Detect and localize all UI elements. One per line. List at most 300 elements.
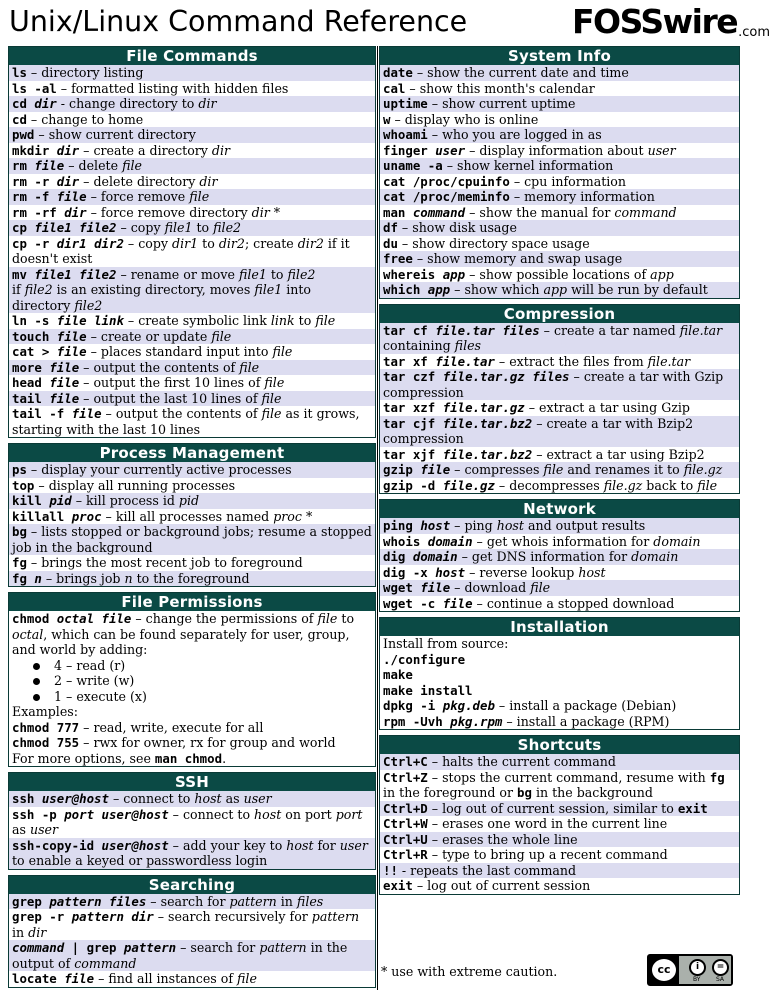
command-text: chmod <box>12 611 57 626</box>
command-row <box>9 360 375 376</box>
command-row <box>380 549 739 565</box>
emphasis-text: file.gz <box>603 477 643 493</box>
description-text: – compresses <box>450 462 544 477</box>
section-heading: File Permissions <box>9 593 375 611</box>
command-text: du <box>383 235 398 251</box>
description-text: and renames it to <box>563 462 684 477</box>
emphasis-text: dir1 <box>172 235 199 251</box>
fosswire-logo[interactable] <box>572 0 770 44</box>
emphasis-text: n <box>124 570 133 586</box>
description-text: – extract the files from <box>494 353 648 369</box>
command-text: chmod 777 <box>12 719 80 735</box>
description-text: – reverse lookup <box>465 564 579 580</box>
caution-footnote: * use with extreme caution. <box>381 964 558 979</box>
command-text: ping <box>383 518 421 533</box>
argument-text: host <box>435 564 466 580</box>
description-text: – read, write, execute for all <box>79 719 264 735</box>
emphasis-text: user <box>339 837 368 853</box>
command-row <box>9 838 375 869</box>
description-text: – show directory space usage <box>397 235 590 251</box>
command-row <box>9 524 375 555</box>
command-row <box>380 580 739 596</box>
command-row <box>380 158 739 174</box>
argument-text: pkg.rpm <box>450 713 503 729</box>
emphasis-text: user <box>29 822 59 837</box>
emphasis-text: user <box>243 791 272 806</box>
section-heading: System Info <box>380 47 739 65</box>
description-text: – show disk usage <box>397 220 517 235</box>
argument-text: file.tar.gz files <box>442 369 570 384</box>
command-text: touch <box>12 328 57 344</box>
description-text: will be run by default <box>567 282 708 297</box>
description-text: – show current directory <box>34 127 196 142</box>
emphasis-text: domain <box>631 549 679 564</box>
command-row <box>9 375 375 391</box>
command-row <box>9 267 375 314</box>
emphasis-text: pattern <box>259 940 307 955</box>
argument-text: file <box>420 580 451 595</box>
description-text: – rwx for owner, rx for group and world <box>79 735 336 750</box>
command-row <box>9 344 375 360</box>
sa-label: SA <box>716 976 725 983</box>
command-row <box>380 96 739 112</box>
emphasis-text: host <box>496 518 524 533</box>
emphasis-text: file1 <box>254 282 283 297</box>
description-text: – search recursively for <box>153 909 312 924</box>
command-row <box>9 406 375 437</box>
command-row <box>9 704 375 720</box>
description-text: – find all instances of <box>94 971 238 986</box>
bullet-text: 4 – read (r) <box>54 657 126 673</box>
description-text: – extract a tar using Gzip <box>524 400 690 415</box>
emphasis-text: file <box>239 359 260 375</box>
command-text: cat /proc/meminfo <box>383 189 510 204</box>
section-system-info <box>379 46 740 299</box>
description-text: – create symbolic link <box>123 313 271 328</box>
argument-text: file.tar <box>435 353 495 369</box>
command-row <box>380 565 739 581</box>
command-row <box>380 878 739 894</box>
description-text: – change to home <box>26 111 144 127</box>
command-text: Ctrl+D <box>383 800 428 816</box>
emphasis-text: file <box>697 477 718 493</box>
argument-text: file.tar.bz2 <box>442 446 533 462</box>
argument-text: file.tar.gz <box>442 400 525 415</box>
command-row <box>9 329 375 345</box>
description-text: – show memory and swap usage <box>412 251 623 266</box>
description-text: For more options, see <box>12 750 155 766</box>
command-row <box>380 683 739 699</box>
cc-icon: cc <box>652 959 676 981</box>
command-row <box>9 971 375 987</box>
command-text: locate <box>12 971 65 986</box>
argument-text: user <box>435 142 466 158</box>
command-text: make <box>383 667 413 682</box>
argument-text: file link <box>56 313 124 328</box>
command-row <box>9 65 375 81</box>
section-searching <box>8 875 376 988</box>
command-row <box>380 143 739 159</box>
command-row <box>380 801 739 817</box>
description-text: – get DNS information for <box>457 549 632 564</box>
description-text: to the foreground <box>132 570 250 586</box>
emphasis-text: dir2 <box>297 235 324 251</box>
command-row <box>380 220 739 236</box>
command-text: tar xzf <box>383 400 443 415</box>
command-row <box>9 127 375 143</box>
creative-commons-badge[interactable] <box>647 954 733 986</box>
command-text: date <box>383 65 413 80</box>
share-alike-icon: = <box>712 959 729 976</box>
command-row <box>9 894 375 910</box>
description-text: back to <box>642 477 698 493</box>
description-text: – rename or move <box>116 266 239 282</box>
command-text: ssh <box>12 791 42 806</box>
command-text: bg <box>12 524 27 539</box>
description-text: – search for <box>176 940 260 955</box>
description-text: in the output of <box>12 940 348 971</box>
description-text: – ping <box>450 518 497 533</box>
argument-text: command <box>412 204 466 220</box>
emphasis-text: proc <box>273 508 302 524</box>
command-text: | grep <box>64 940 124 955</box>
command-text: finger <box>383 142 436 158</box>
command-text: uptime <box>383 96 428 111</box>
argument-text: file1 file2 <box>34 220 117 235</box>
description-text: in the background <box>531 785 653 800</box>
command-text: make install <box>383 682 473 698</box>
description-text: – log out of current session, similar to <box>427 800 678 816</box>
argument-text: pid <box>49 493 72 508</box>
command-text: ls <box>12 65 27 80</box>
command-text: ./configure <box>383 651 466 667</box>
section-heading: SSH <box>9 773 375 791</box>
emphasis-text: app <box>650 266 674 282</box>
command-row <box>380 369 739 400</box>
description-text: – create a tar with Bzip2 compression <box>383 415 694 446</box>
command-text: rm -f <box>12 189 57 204</box>
description-text: – decompresses <box>494 477 604 493</box>
command-text: dpkg -i <box>383 698 443 713</box>
description-text: in the foreground or <box>383 785 518 800</box>
command-row <box>380 236 739 252</box>
emphasis-text: files <box>296 893 324 909</box>
command-text: bg <box>517 785 532 800</box>
description-text: – halts the current command <box>427 754 616 769</box>
command-row <box>9 478 375 494</box>
command-text: tar cf <box>383 322 436 338</box>
command-text: top <box>12 477 35 493</box>
emphasis-text: octal <box>12 626 44 642</box>
command-row <box>380 698 739 714</box>
command-row <box>9 509 375 525</box>
page-title: Unix/Linux Command Reference <box>9 5 468 38</box>
command-text: mkdir <box>12 142 57 158</box>
emphasis-text: file <box>272 344 293 359</box>
command-text: Ctrl+U <box>383 831 428 847</box>
description-text: – brings job <box>41 570 125 586</box>
argument-text: dir <box>56 173 80 189</box>
command-row <box>380 416 739 447</box>
description-text: – show which <box>450 282 544 297</box>
command-row <box>9 236 375 267</box>
command-text: grep <box>12 893 50 909</box>
command-text: df <box>383 220 398 235</box>
description-text: – change the permissions of <box>131 611 318 626</box>
command-row <box>380 652 739 668</box>
command-text: gzip <box>383 462 421 477</box>
description-text: – log out of current session <box>412 878 591 893</box>
bullet-icon <box>33 678 40 685</box>
emphasis-text: pattern <box>311 909 360 924</box>
command-text: fg <box>12 555 27 570</box>
description-text: – output the first 10 lines of <box>79 375 265 390</box>
command-row <box>9 751 375 767</box>
emphasis-text: dir2 <box>218 235 245 251</box>
section-heading: File Commands <box>9 47 375 65</box>
command-text: tar xjf <box>383 446 443 462</box>
command-row <box>9 720 375 736</box>
command-row <box>9 940 375 971</box>
argument-text: octal file <box>56 611 132 626</box>
description-text: – type to bring up a recent command <box>427 847 668 862</box>
command-row <box>9 112 375 128</box>
argument-text: file <box>49 390 80 406</box>
command-row <box>9 807 375 838</box>
emphasis-text: host <box>578 564 606 580</box>
command-row <box>9 493 375 509</box>
emphasis-text: dir <box>199 173 218 189</box>
description-text: containing <box>383 338 455 353</box>
emphasis-text: user <box>647 142 676 158</box>
description-text: to enable a keyed or passwordless login <box>12 853 268 868</box>
logo-text: FOSSwire <box>572 2 738 41</box>
emphasis-text: file <box>530 580 551 595</box>
command-text: cp <box>12 220 35 235</box>
command-text: exit <box>383 878 413 893</box>
emphasis-text: file <box>543 462 564 477</box>
description-text: – cpu information <box>509 173 626 189</box>
command-text: ssh -p <box>12 806 65 822</box>
command-row <box>380 267 739 283</box>
argument-text: file <box>56 344 87 359</box>
description-text: – extract a tar using Bzip2 <box>532 446 705 462</box>
command-text: chmod 755 <box>12 735 80 750</box>
argument-text: dir <box>64 204 87 220</box>
command-text: tar cjf <box>383 415 443 431</box>
section-heading: Network <box>380 500 739 518</box>
emphasis-text: file2 <box>24 282 53 297</box>
command-text: wget <box>383 580 421 595</box>
argument-text: file.gz <box>442 477 495 493</box>
command-text: which <box>383 282 428 297</box>
command-row <box>9 81 375 97</box>
description-text: – stops the current command, resume with <box>427 769 710 785</box>
emphasis-text: file.tar <box>647 353 691 369</box>
argument-text: file.tar.bz2 <box>442 415 533 431</box>
command-text: ssh-copy-id <box>12 837 102 853</box>
description-text: Examples: <box>12 704 78 719</box>
emphasis-text: files <box>454 338 482 353</box>
command-row <box>380 518 739 534</box>
description-text: – connect to <box>108 791 195 806</box>
command-row <box>9 313 375 329</box>
description-text: – show kernel information <box>442 158 614 173</box>
argument-text: port user@host <box>64 806 169 822</box>
command-row <box>9 791 375 807</box>
command-text: Ctrl+W <box>383 816 428 831</box>
description-text: – display information about <box>465 142 648 158</box>
command-text: Ctrl+Z <box>383 769 428 785</box>
description-text: – force remove directory <box>86 204 252 220</box>
attribution-icon: i <box>689 959 706 976</box>
command-row <box>9 189 375 205</box>
description-text: – lists stopped or background jobs; resume a stopped job in the background <box>12 524 372 555</box>
command-text: Ctrl+R <box>383 847 428 862</box>
command-text: rm <box>12 158 35 173</box>
description-text: – install a package (RPM) <box>502 713 670 729</box>
description-text: . <box>222 750 227 766</box>
column-divider <box>377 46 378 990</box>
description-text: Install from source: <box>383 636 509 651</box>
command-text: tail -f <box>12 406 72 421</box>
description-text: – output the last 10 lines of <box>79 390 262 406</box>
command-row <box>9 174 375 190</box>
command-row <box>380 770 739 801</box>
description-text: – erases one word in the current line <box>427 816 668 831</box>
command-text: !! <box>383 862 398 878</box>
emphasis-text: file.gz <box>683 462 723 477</box>
command-text: tar czf <box>383 369 443 384</box>
argument-text: file.tar files <box>435 322 540 338</box>
command-row <box>380 205 739 221</box>
command-row <box>380 863 739 879</box>
description-text: – memory information <box>509 189 655 204</box>
command-text: fg <box>12 570 35 586</box>
section-process-management <box>8 443 376 587</box>
command-text: cp -r <box>12 235 57 251</box>
emphasis-text: file.tar <box>679 322 723 338</box>
command-text: uname -a <box>383 158 443 173</box>
description-text: – create a directory <box>79 142 212 158</box>
emphasis-text: file <box>189 189 210 204</box>
command-text: cd <box>12 96 35 111</box>
description-text: – display your currently active processes <box>26 462 292 477</box>
command-row <box>380 282 739 298</box>
command-text: cal <box>383 80 406 96</box>
command-text: kill <box>12 493 50 508</box>
emphasis-text: host <box>286 837 314 853</box>
section-file-commands <box>8 46 376 438</box>
section-network <box>379 499 740 612</box>
command-text: gzip -d <box>383 477 443 493</box>
description-text: , which can be found separately for user, group, and world by adding: <box>12 626 350 657</box>
command-row <box>380 112 739 128</box>
command-row <box>380 478 739 494</box>
description-text: ; create <box>244 235 298 251</box>
command-text: free <box>383 251 413 266</box>
command-text: dig -x <box>383 564 436 580</box>
command-text: w <box>383 111 391 127</box>
left-column <box>8 46 376 993</box>
command-row <box>9 158 375 174</box>
emphasis-text: dir <box>251 204 270 220</box>
command-text: mv <box>12 266 35 282</box>
emphasis-text: port <box>335 806 363 822</box>
argument-text: pattern files <box>49 893 147 909</box>
command-row <box>9 555 375 571</box>
emphasis-text: file <box>315 313 336 328</box>
command-text: man chmod <box>154 750 223 766</box>
emphasis-text: link <box>270 313 295 328</box>
description-text: – download <box>450 580 531 595</box>
command-text: whoami <box>383 127 428 142</box>
command-row <box>380 816 739 832</box>
command-row <box>380 65 739 81</box>
bullet-text: 2 – write (w) <box>54 673 135 688</box>
description-text: as <box>12 822 30 837</box>
command-row <box>9 96 375 112</box>
argument-text: dir1 dir2 <box>56 235 124 251</box>
emphasis-text: domain <box>653 533 701 549</box>
emphasis-text: file <box>317 611 338 626</box>
description-text: – force remove <box>86 189 190 204</box>
emphasis-text: app <box>543 282 568 297</box>
command-row <box>9 220 375 236</box>
command-row <box>380 174 739 190</box>
command-row <box>9 909 375 940</box>
description-text: – delete directory <box>79 173 200 189</box>
description-text: as <box>221 791 244 806</box>
description-text: to <box>266 266 288 282</box>
command-row <box>380 847 739 863</box>
command-text: rm -rf <box>12 204 65 220</box>
description-text: to <box>337 611 355 626</box>
description-text: – install a package (Debian) <box>494 698 677 713</box>
bullet-text: 1 – execute (x) <box>54 688 147 704</box>
argument-text: host <box>420 518 451 533</box>
command-text: ls -al <box>12 80 57 96</box>
command-row <box>380 754 739 770</box>
description-text: – show the manual for <box>465 204 615 220</box>
emphasis-text: file <box>261 390 282 406</box>
command-row <box>380 189 739 205</box>
emphasis-text: file <box>264 375 285 390</box>
description-text: to <box>192 220 214 235</box>
description-text: – create a tar named <box>539 322 680 338</box>
command-row <box>9 462 375 478</box>
description-text: – connect to <box>168 806 255 822</box>
argument-text: user@host <box>41 791 109 806</box>
command-row <box>9 143 375 159</box>
argument-text: file1 file2 <box>34 266 117 282</box>
description-text: – formatted listing with hidden files <box>56 80 289 96</box>
argument-text: file <box>56 328 87 344</box>
emphasis-text: pid <box>178 493 200 508</box>
argument-text: file <box>34 158 65 173</box>
command-row <box>380 667 739 683</box>
command-text: Ctrl+C <box>383 754 428 769</box>
section-file-permissions <box>8 592 376 767</box>
argument-text: dir <box>34 96 57 111</box>
description-text: – copy <box>116 220 165 235</box>
command-text: dig <box>383 549 413 564</box>
section-heading: Installation <box>380 618 739 636</box>
command-row <box>380 832 739 848</box>
command-text: pwd <box>12 127 35 142</box>
by-label: BY <box>693 976 701 983</box>
command-text: head <box>12 375 50 390</box>
